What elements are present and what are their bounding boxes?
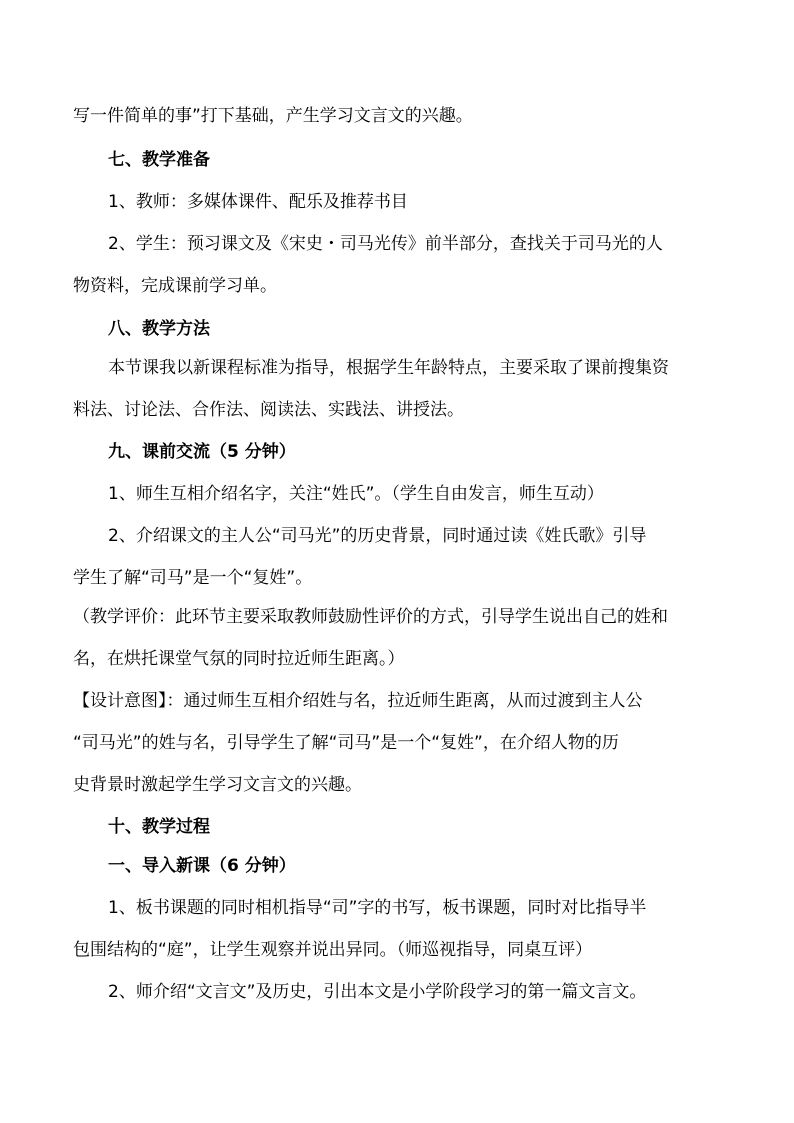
teaching-evaluation-note: 名，在烘托课堂气氛的同时拉近师生距离。） bbox=[73, 649, 405, 669]
design-intent-text: 史背景时激起学生学习文言文的兴趣。 bbox=[73, 775, 362, 795]
body-text-line: 学生了解“司马”是一个“复姓”。 bbox=[73, 568, 313, 588]
list-item-student: 2、学生：预习课文及《宋史・司马光传》前半部分，查找关于司马光的人 bbox=[108, 234, 663, 254]
body-text-line: 物资料，完成课前学习单。 bbox=[73, 276, 277, 296]
section-heading-teaching-methods: 八、教学方法 bbox=[108, 319, 210, 339]
design-intent-text: 【设计意图】：通过师生互相介绍姓与名，拉近师生距离，从而过渡到主人公 bbox=[73, 691, 643, 711]
list-item-introduce-protagonist: 2、介绍课文的主人公“司马光”的历史背景，同时通过读《姓氏歌》引导 bbox=[108, 526, 647, 546]
body-text-line: 包围结构的“庭”，让学生观察并说出异同。（师巡视指导，同桌互评） bbox=[73, 940, 593, 960]
list-item-introduce-names: 1、师生互相介绍名字，关注“姓氏”。（学生自由发言，师生互动） bbox=[108, 484, 604, 504]
subsection-heading-introduce-lesson: 一、导入新课（6 分钟） bbox=[108, 856, 296, 876]
body-text-line: 料法、讨论法、合作法、阅读法、实践法、讲授法。 bbox=[73, 400, 464, 420]
body-text-line: 本节课我以新课程标准为指导，根据学生年龄特点，主要采取了课前搜集资 bbox=[108, 358, 669, 378]
list-item-teacher: 1、教师：多媒体课件、配乐及推荐书目 bbox=[108, 192, 408, 212]
teaching-evaluation-note: （教学评价：此环节主要采取教师鼓励性评价的方式，引导学生说出自己的姓和 bbox=[73, 607, 668, 627]
list-item-board-title: 1、板书课题的同时相机指导“司”字的书写，板书课题，同时对比指导半 bbox=[108, 898, 647, 918]
section-heading-teaching-preparation: 七、教学准备 bbox=[108, 150, 210, 170]
body-text-line: 写一件简单的事”打下基础，产生学习文言文的兴趣。 bbox=[73, 106, 473, 126]
section-heading-pre-class-exchange: 九、课前交流（5 分钟） bbox=[108, 442, 296, 462]
design-intent-text: “司马光”的姓与名，引导学生了解“司马”是一个“复姓”，在介绍人物的历 bbox=[73, 733, 619, 753]
list-item-introduce-classical-chinese: 2、师介绍“文言文”及历史，引出本文是小学阶段学习的第一篇文言文。 bbox=[108, 982, 647, 1002]
section-heading-teaching-process: 十、教学过程 bbox=[108, 817, 210, 837]
